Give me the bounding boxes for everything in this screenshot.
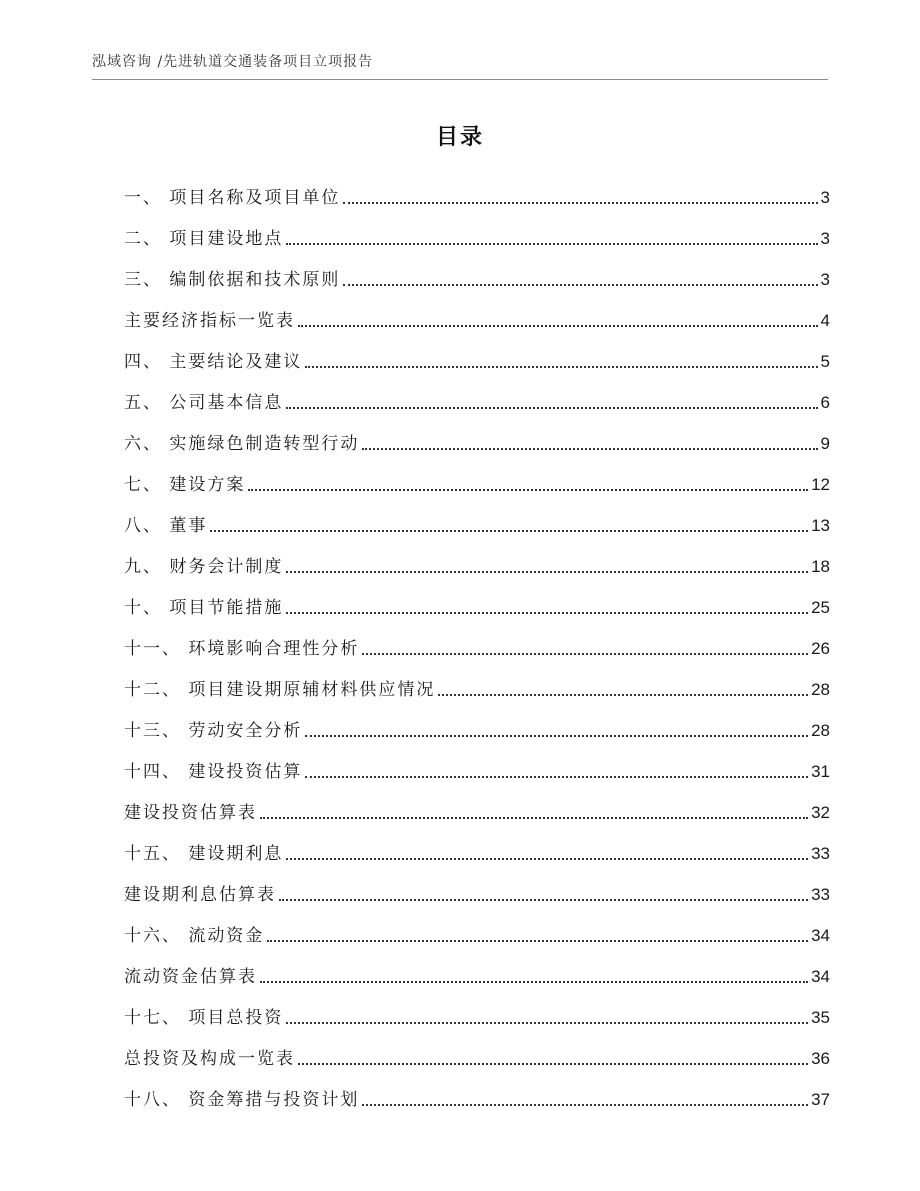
toc-dot-leader bbox=[286, 407, 817, 409]
toc-entry-page-number: 3 bbox=[820, 188, 830, 207]
toc-entry[interactable] bbox=[124, 211, 830, 252]
toc-entry-label: 十三、 劳动安全分析 bbox=[124, 721, 303, 741]
toc-entry[interactable] bbox=[124, 1072, 830, 1113]
toc-entry-page-number: 18 bbox=[811, 557, 830, 576]
toc-entry[interactable] bbox=[124, 334, 830, 375]
toc-entry-label: 十七、 项目总投资 bbox=[124, 1008, 284, 1028]
toc-entry-label: 十五、 建设期利息 bbox=[124, 844, 284, 864]
toc-dot-leader bbox=[362, 653, 808, 655]
toc-dot-leader bbox=[260, 981, 808, 983]
toc-entry-page-number: 33 bbox=[811, 885, 830, 904]
toc-dot-leader bbox=[343, 284, 817, 286]
table-of-contents bbox=[124, 170, 830, 1113]
toc-dot-leader bbox=[343, 202, 817, 204]
toc-entry-label: 十八、 资金筹措与投资计划 bbox=[124, 1090, 360, 1110]
toc-entry-page-number: 5 bbox=[820, 352, 830, 371]
toc-entry[interactable] bbox=[124, 744, 830, 785]
toc-dot-leader bbox=[286, 612, 808, 614]
toc-dot-leader bbox=[279, 899, 808, 901]
toc-entry-label: 主要经济指标一览表 bbox=[124, 311, 295, 331]
toc-entry-page-number: 36 bbox=[811, 1049, 830, 1068]
toc-entry-page-number: 28 bbox=[811, 680, 830, 699]
toc-entry-label: 十四、 建设投资估算 bbox=[124, 762, 303, 782]
toc-entry-page-number: 3 bbox=[820, 270, 830, 289]
toc-entry-page-number: 33 bbox=[811, 844, 830, 863]
toc-entry-label: 二、 项目建设地点 bbox=[124, 229, 284, 249]
toc-entry[interactable] bbox=[124, 703, 830, 744]
toc-entry-page-number: 9 bbox=[820, 434, 830, 453]
toc-entry-page-number: 3 bbox=[820, 229, 830, 248]
toc-entry-page-number: 34 bbox=[811, 967, 830, 986]
toc-entry-page-number: 4 bbox=[820, 311, 830, 330]
toc-entry-label: 三、 编制依据和技术原则 bbox=[124, 270, 341, 290]
toc-entry[interactable] bbox=[124, 293, 830, 334]
toc-entry-label: 总投资及构成一览表 bbox=[124, 1049, 295, 1069]
toc-dot-leader bbox=[267, 940, 808, 942]
toc-entry-page-number: 35 bbox=[811, 1008, 830, 1027]
toc-entry-label: 九、 财务会计制度 bbox=[124, 557, 284, 577]
toc-entry-label: 一、 项目名称及项目单位 bbox=[124, 188, 341, 208]
toc-entry-label: 十一、 环境影响合理性分析 bbox=[124, 639, 360, 659]
toc-entry-label: 流动资金估算表 bbox=[124, 967, 257, 987]
toc-entry-label: 建设投资估算表 bbox=[124, 803, 257, 823]
toc-entry[interactable] bbox=[124, 416, 830, 457]
toc-dot-leader bbox=[298, 1063, 808, 1065]
toc-entry[interactable] bbox=[124, 375, 830, 416]
toc-entry-label: 十、 项目节能措施 bbox=[124, 598, 284, 618]
toc-entry[interactable] bbox=[124, 580, 830, 621]
toc-entry-page-number: 13 bbox=[811, 516, 830, 535]
toc-entry-label: 八、 董事 bbox=[124, 516, 208, 536]
toc-entry[interactable] bbox=[124, 949, 830, 990]
toc-dot-leader bbox=[438, 694, 808, 696]
toc-entry-page-number: 12 bbox=[811, 475, 830, 494]
toc-entry-label: 建设期利息估算表 bbox=[124, 885, 276, 905]
toc-entry[interactable] bbox=[124, 662, 830, 703]
toc-dot-leader bbox=[298, 325, 818, 327]
toc-entry[interactable] bbox=[124, 1031, 830, 1072]
toc-entry-page-number: 25 bbox=[811, 598, 830, 617]
toc-entry[interactable] bbox=[124, 252, 830, 293]
toc-entry-label: 六、 实施绿色制造转型行动 bbox=[124, 434, 360, 454]
toc-dot-leader bbox=[305, 776, 808, 778]
toc-entry-page-number: 28 bbox=[811, 721, 830, 740]
toc-entry[interactable] bbox=[124, 457, 830, 498]
toc-dot-leader bbox=[286, 571, 808, 573]
toc-entry[interactable] bbox=[124, 170, 830, 211]
toc-entry-page-number: 32 bbox=[811, 803, 830, 822]
toc-dot-leader bbox=[210, 530, 808, 532]
toc-entry-label: 七、 建设方案 bbox=[124, 475, 246, 495]
page-header: 泓域咨询 /先进轨道交通装备项目立项报告 bbox=[92, 54, 374, 70]
toc-dot-leader bbox=[286, 858, 808, 860]
toc-dot-leader bbox=[286, 243, 817, 245]
toc-entry[interactable] bbox=[124, 826, 830, 867]
toc-entry-page-number: 31 bbox=[811, 762, 830, 781]
toc-dot-leader bbox=[305, 366, 817, 368]
toc-entry[interactable] bbox=[124, 785, 830, 826]
toc-entry-label: 五、 公司基本信息 bbox=[124, 393, 284, 413]
toc-entry[interactable] bbox=[124, 867, 830, 908]
toc-entry[interactable] bbox=[124, 990, 830, 1031]
header-divider bbox=[92, 79, 828, 80]
toc-entry-page-number: 34 bbox=[811, 926, 830, 945]
toc-entry[interactable] bbox=[124, 621, 830, 662]
toc-entry[interactable] bbox=[124, 908, 830, 949]
toc-entry-page-number: 6 bbox=[820, 393, 830, 412]
toc-dot-leader bbox=[248, 489, 808, 491]
toc-dot-leader bbox=[286, 1022, 808, 1024]
toc-dot-leader bbox=[362, 1104, 808, 1106]
toc-dot-leader bbox=[362, 448, 817, 450]
toc-entry-label: 四、 主要结论及建议 bbox=[124, 352, 303, 372]
toc-entry-page-number: 37 bbox=[811, 1090, 830, 1109]
toc-entry-label: 十六、 流动资金 bbox=[124, 926, 265, 946]
toc-dot-leader bbox=[260, 817, 808, 819]
toc-entry-page-number: 26 bbox=[811, 639, 830, 658]
toc-title: 目录 bbox=[435, 125, 484, 150]
toc-entry[interactable] bbox=[124, 498, 830, 539]
toc-entry-label: 十二、 项目建设期原辅材料供应情况 bbox=[124, 680, 436, 700]
toc-entry[interactable] bbox=[124, 539, 830, 580]
toc-dot-leader bbox=[305, 735, 808, 737]
